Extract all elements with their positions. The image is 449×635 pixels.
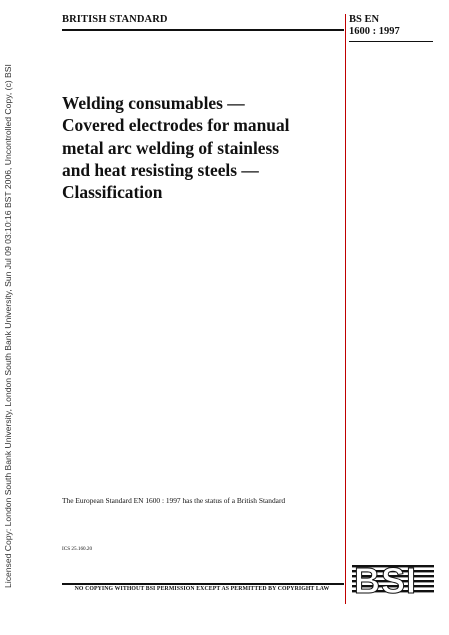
document-number-series: BS EN: [349, 14, 380, 25]
title-line: Classification: [62, 182, 163, 203]
bsi-logo-icon: [352, 560, 434, 598]
document-number-id: 1600 : 1997: [349, 26, 400, 37]
title-line: Welding consumables —: [62, 93, 245, 113]
brand-label: BRITISH STANDARD: [62, 14, 168, 25]
top-rule: [62, 29, 344, 31]
ics-code: ICS 25.160.20: [62, 546, 93, 552]
right-top-rule: [349, 41, 433, 42]
status-note: The European Standard EN 1600 : 1997 has the status of a British Standard: [62, 496, 286, 505]
document-number: [349, 14, 444, 38]
document-title: [62, 92, 347, 203]
bottom-rule: [62, 583, 344, 585]
copyright-notice: NO COPYING WITHOUT BSI PERMISSION EXCEPT AS PERMITTED BY COPYRIGHT LAW: [74, 586, 330, 592]
title-line: and heat resisting steels —: [62, 159, 259, 180]
bsi-logo-text: BSI: [354, 560, 418, 598]
title-line: metal arc welding of stainless: [62, 137, 280, 158]
license-watermark: Licensed Copy: London South Bank University, London South Bank University, Sun Jul 09 03:10:16 BST 2006, Uncontrolled Copy, (c) BSI: [3, 64, 13, 588]
title-line: Covered electrodes for manual: [62, 115, 290, 136]
